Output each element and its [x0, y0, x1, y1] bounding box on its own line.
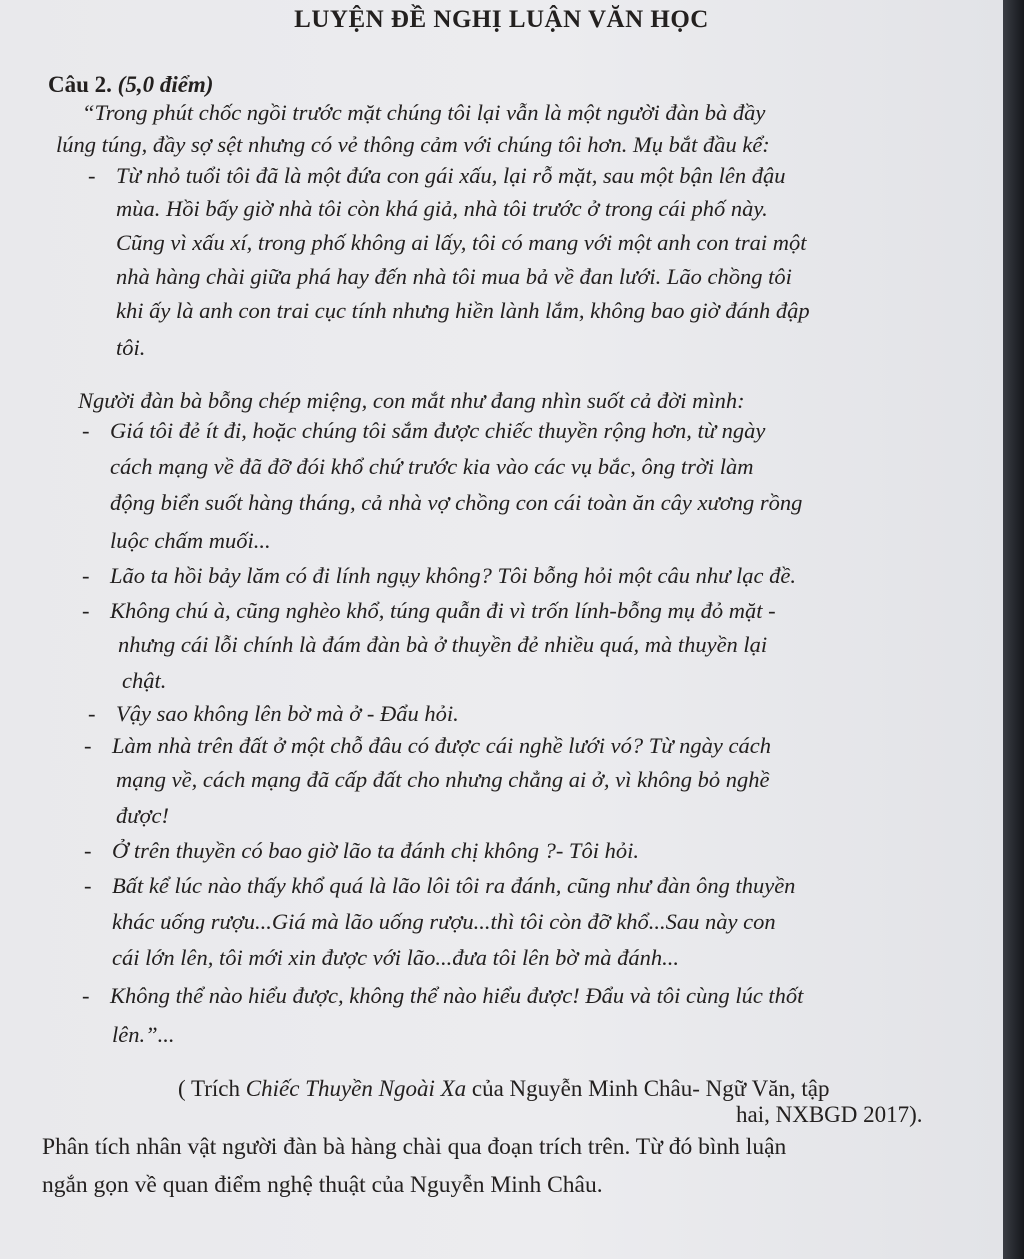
- citation-line-2: hai, NXBGD 2017).: [736, 1102, 923, 1127]
- dialogue-dash: -: [84, 838, 92, 863]
- dialogue-line: [84, 873, 795, 899]
- question-points: (5,0 điểm): [117, 72, 214, 97]
- dialogue-text: Vậy sao không lên bờ mà ở - Đẩu hỏi.: [116, 701, 459, 726]
- question-line: ngắn gọn về quan điểm nghệ thuật của Nguyễn Minh Châu.: [42, 1172, 603, 1198]
- dialogue-text: Không chú à, cũng nghèo khổ, túng quẫn đi vì trốn lính-bỗng mụ đỏ mặt -: [110, 598, 776, 623]
- dialogue-line: [84, 838, 639, 864]
- dialogue-line: [82, 598, 776, 624]
- question-heading: [48, 72, 213, 98]
- passage-line: chật.: [122, 668, 167, 693]
- dialogue-dash: -: [88, 163, 96, 188]
- dialogue-text: Ở trên thuyền có bao giờ lão ta đánh chị không ?- Tôi hỏi.: [112, 838, 639, 863]
- dialogue-line: [84, 733, 771, 759]
- dialogue-text: Giá tôi đẻ ít đi, hoặc chúng tôi sắm được chiếc thuyền rộng hơn, từ ngày: [110, 418, 766, 443]
- passage-line: cái lớn lên, tôi mới xin được với lão...đưa tôi lên bờ mà đánh...: [112, 945, 680, 970]
- passage-line: luộc chấm muối...: [110, 528, 271, 553]
- dialogue-dash: -: [82, 563, 90, 588]
- background-edge: [1003, 0, 1024, 1259]
- citation-open: ( Trích: [178, 1076, 246, 1101]
- dialogue-dash: -: [88, 701, 96, 726]
- passage-line: được!: [116, 803, 170, 828]
- passage-line: nhà hàng chài giữa phá hay đến nhà tôi mua bả về đan lưới. Lão chồng tôi: [116, 264, 792, 289]
- passage-line: khi ấy là anh con trai cục tính nhưng hiền lành lắm, không bao giờ đánh đập: [116, 298, 810, 323]
- dialogue-dash: -: [82, 983, 90, 1008]
- passage-line: lúng túng, đầy sợ sệt nhưng có vẻ thông cảm với chúng tôi hơn. Mụ bắt đầu kể:: [56, 132, 770, 157]
- dialogue-line: [82, 418, 765, 444]
- citation-rest: của Nguyễn Minh Châu- Ngữ Văn, tập: [466, 1076, 830, 1101]
- citation-line-1: [178, 1076, 830, 1102]
- passage-line: cách mạng về đã đỡ đói khổ chứ trước kia vào các vụ bắc, ông trời làm: [110, 454, 754, 479]
- passage-line: tôi.: [116, 335, 146, 360]
- passage-line: mạng về, cách mạng đã cấp đất cho nhưng chẳng ai ở, vì không bỏ nghề: [116, 767, 770, 792]
- dialogue-dash: -: [82, 598, 90, 623]
- question-line: Phân tích nhân vật người đàn bà hàng chài qua đoạn trích trên. Từ đó bình luận: [42, 1134, 787, 1160]
- passage-line: Cũng vì xấu xí, trong phố không ai lấy, tôi có mang với một anh con trai một: [116, 230, 807, 255]
- passage-line: “Trong phút chốc ngồi trước mặt chúng tôi lại vẫn là một người đàn bà đầy: [82, 100, 766, 125]
- dialogue-line: [88, 701, 459, 727]
- document-title: LUYỆN ĐỀ NGHỊ LUẬN VĂN HỌC: [294, 6, 709, 33]
- passage-line: lên.”...: [112, 1022, 175, 1047]
- passage-line: Người đàn bà bỗng chép miệng, con mắt như đang nhìn suốt cả đời mình:: [78, 388, 745, 413]
- passage-line: động biển suốt hàng tháng, cả nhà vợ chồng con cái toàn ăn cây xương rồng: [110, 490, 803, 515]
- dialogue-dash: -: [82, 418, 90, 443]
- dialogue-line: [82, 983, 803, 1009]
- passage-line: mùa. Hồi bấy giờ nhà tôi còn khá giả, nhà tôi trước ở trong cái phố này.: [116, 196, 768, 221]
- dialogue-line: [82, 563, 796, 589]
- dialogue-dash: -: [84, 733, 92, 758]
- dialogue-line: [88, 163, 786, 189]
- dialogue-text: Từ nhỏ tuổi tôi đã là một đứa con gái xấu, lại rỗ mặt, sau một bận lên đậu: [116, 163, 786, 188]
- question-label: Câu 2.: [48, 72, 112, 97]
- passage-line: khác uống rượu...Giá mà lão uống rượu...thì tôi còn đỡ khổ...Sau này con: [112, 909, 776, 934]
- dialogue-text: Không thể nào hiểu được, không thể nào hiểu được! Đẩu và tôi cùng lúc thốt: [110, 983, 804, 1008]
- passage-line: nhưng cái lỗi chính là đám đàn bà ở thuyền đẻ nhiều quá, mà thuyền lại: [118, 632, 768, 657]
- dialogue-dash: -: [84, 873, 92, 898]
- dialogue-text: Bất kể lúc nào thấy khổ quá là lão lôi tôi ra đánh, cũng như đàn ông thuyền: [112, 873, 796, 898]
- dialogue-text: Lão ta hồi bảy lăm có đi lính ngụy không? Tôi bỗng hỏi một câu như lạc đề.: [110, 563, 796, 588]
- dialogue-text: Làm nhà trên đất ở một chỗ đâu có được cái nghề lưới vó? Từ ngày cách: [112, 733, 771, 758]
- citation-work-title: Chiếc Thuyền Ngoài Xa: [245, 1076, 467, 1101]
